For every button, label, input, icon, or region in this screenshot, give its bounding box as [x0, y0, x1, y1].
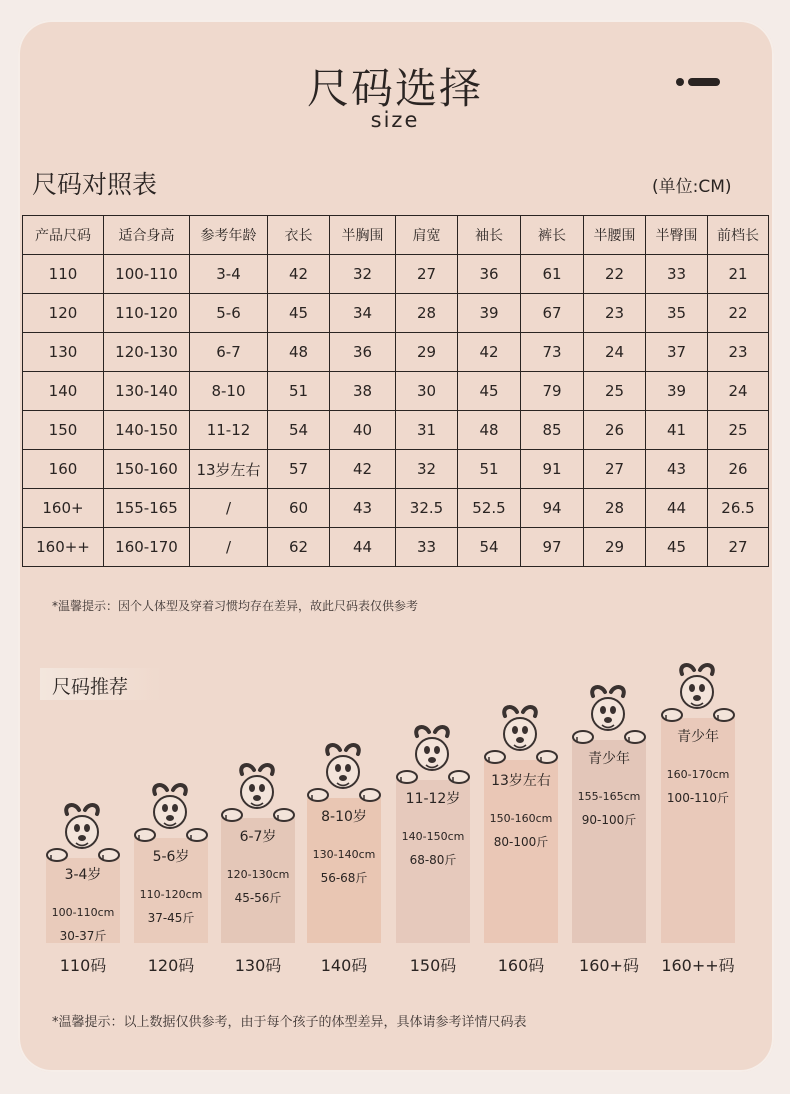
size-table-note: *温馨提示：因个人体型及穿着习惯均存在差异，故此尺码表仅供参考 — [52, 599, 419, 613]
recommend-note: *温馨提示：以上数据仅供参考，由于每个孩子的体型差异，具体请参考详情尺码表 — [52, 1015, 527, 1030]
table-row — [23, 372, 769, 411]
table-header-cell: 半臀围 — [646, 216, 708, 255]
recommend-height: 120-130cm — [226, 868, 290, 881]
table-cell: 31 — [396, 411, 458, 450]
cartoon-dog-peeking-icon — [395, 722, 471, 786]
table-cell: 24 — [584, 333, 646, 372]
page-title: 尺码选择 — [306, 64, 483, 113]
table-cell: 24 — [708, 372, 769, 411]
table-cell: 23 — [584, 294, 646, 333]
table-cell: 29 — [584, 528, 646, 567]
table-cell: 25 — [708, 411, 769, 450]
table-cell: 32.5 — [396, 489, 458, 528]
recommend-age: 11-12岁 — [405, 791, 461, 807]
recommend-age: 青少年 — [677, 729, 719, 745]
table-cell: 67 — [521, 294, 584, 333]
table-cell: 29 — [396, 333, 458, 372]
table-cell: 45 — [458, 372, 521, 411]
table-cell: 51 — [268, 372, 330, 411]
table-header-cell: 半胸围 — [330, 216, 396, 255]
table-cell: 45 — [646, 528, 708, 567]
recommend-size-code: 110码 — [59, 956, 107, 975]
table-cell: 21 — [708, 255, 769, 294]
table-cell: 6-7 — [190, 333, 268, 372]
table-cell: 52.5 — [458, 489, 521, 528]
table-cell: / — [190, 528, 268, 567]
table-cell: 25 — [584, 372, 646, 411]
table-header-cell: 参考年龄 — [190, 216, 268, 255]
table-header-cell: 裤长 — [521, 216, 584, 255]
table-cell: 26.5 — [708, 489, 769, 528]
table-row — [23, 489, 769, 528]
recommend-weight: 100-110斤 — [666, 791, 730, 805]
cartoon-dog-peeking-icon — [133, 780, 209, 844]
recommend-height: 130-140cm — [312, 848, 376, 861]
table-cell: 28 — [584, 489, 646, 528]
size-recommend-column — [134, 838, 208, 943]
recommend-height: 100-110cm — [51, 906, 115, 919]
table-cell: 54 — [458, 528, 521, 567]
table-header-cell: 前档长 — [708, 216, 769, 255]
recommend-size-code: 140码 — [320, 956, 368, 975]
recommend-weight: 30-37斤 — [59, 929, 107, 943]
size-recommend-column — [661, 718, 735, 943]
table-cell: 110-120 — [104, 294, 190, 333]
table-cell: 32 — [396, 450, 458, 489]
table-row — [23, 450, 769, 489]
size-recommend-column — [572, 740, 646, 943]
table-header-cell: 衣长 — [268, 216, 330, 255]
recommend-title: 尺码推荐 — [52, 676, 129, 698]
recommend-weight: 90-100斤 — [581, 813, 637, 827]
cartoon-dog-peeking-icon — [45, 800, 121, 864]
table-cell: 44 — [646, 489, 708, 528]
table-cell: 91 — [521, 450, 584, 489]
recommend-height: 110-120cm — [139, 888, 203, 901]
table-cell: 62 — [268, 528, 330, 567]
table-cell: 160+ — [23, 489, 104, 528]
table-cell: 140 — [23, 372, 104, 411]
table-cell: 39 — [646, 372, 708, 411]
table-cell: 42 — [330, 450, 396, 489]
table-cell: 33 — [396, 528, 458, 567]
table-cell: 13岁左右 — [190, 450, 268, 489]
table-cell: 3-4 — [190, 255, 268, 294]
table-row — [23, 294, 769, 333]
table-cell: 43 — [330, 489, 396, 528]
size-recommend-column — [307, 798, 381, 943]
table-cell: 120-130 — [104, 333, 190, 372]
table-cell: 38 — [330, 372, 396, 411]
table-cell: / — [190, 489, 268, 528]
table-cell: 48 — [268, 333, 330, 372]
table-cell: 79 — [521, 372, 584, 411]
recommend-age: 6-7岁 — [239, 829, 277, 845]
cartoon-dog-peeking-icon — [571, 682, 647, 746]
table-cell: 42 — [458, 333, 521, 372]
table-cell: 100-110 — [104, 255, 190, 294]
recommend-size-code: 150码 — [409, 956, 457, 975]
table-header-cell: 袖长 — [458, 216, 521, 255]
table-cell: 97 — [521, 528, 584, 567]
table-cell: 54 — [268, 411, 330, 450]
table-cell: 57 — [268, 450, 330, 489]
table-cell: 130-140 — [104, 372, 190, 411]
recommend-title-box — [40, 668, 162, 700]
table-row — [23, 255, 769, 294]
recommend-size-code: 160+码 — [579, 956, 639, 975]
table-cell: 22 — [708, 294, 769, 333]
table-cell: 36 — [458, 255, 521, 294]
size-recommend-column — [396, 780, 470, 943]
recommend-size-code: 160++码 — [661, 956, 735, 975]
table-cell: 41 — [646, 411, 708, 450]
table-cell: 45 — [268, 294, 330, 333]
cartoon-dog-peeking-icon — [483, 702, 559, 766]
table-cell: 8-10 — [190, 372, 268, 411]
size-recommend-column — [46, 858, 120, 943]
size-recommend-column — [221, 818, 295, 943]
recommend-size-code: 120码 — [147, 956, 195, 975]
recommend-height: 155-165cm — [577, 790, 641, 803]
table-cell: 43 — [646, 450, 708, 489]
recommend-weight: 68-80斤 — [409, 853, 457, 867]
table-cell: 155-165 — [104, 489, 190, 528]
table-cell: 36 — [330, 333, 396, 372]
table-cell: 160-170 — [104, 528, 190, 567]
table-cell: 22 — [584, 255, 646, 294]
table-row — [23, 528, 769, 567]
cartoon-dog-peeking-icon — [306, 740, 382, 804]
table-cell: 60 — [268, 489, 330, 528]
table-cell: 160++ — [23, 528, 104, 567]
table-cell: 44 — [330, 528, 396, 567]
table-cell: 94 — [521, 489, 584, 528]
table-cell: 27 — [708, 528, 769, 567]
table-header-cell: 适合身高 — [104, 216, 190, 255]
table-cell: 32 — [330, 255, 396, 294]
table-header-cell: 半腰围 — [584, 216, 646, 255]
table-cell: 48 — [458, 411, 521, 450]
recommend-height: 140-150cm — [401, 830, 465, 843]
table-body — [23, 255, 769, 567]
recommend-weight: 80-100斤 — [493, 835, 549, 849]
table-cell: 34 — [330, 294, 396, 333]
table-cell: 42 — [268, 255, 330, 294]
recommend-height: 150-160cm — [489, 812, 553, 825]
table-cell: 33 — [646, 255, 708, 294]
table-cell: 150 — [23, 411, 104, 450]
recommend-size-code: 130码 — [234, 956, 282, 975]
cartoon-dog-peeking-icon — [220, 760, 296, 824]
table-cell: 73 — [521, 333, 584, 372]
table-cell: 130 — [23, 333, 104, 372]
table-row — [23, 333, 769, 372]
table-row — [23, 411, 769, 450]
table-header-cell: 产品尺码 — [23, 216, 104, 255]
table-cell: 28 — [396, 294, 458, 333]
table-cell: 27 — [396, 255, 458, 294]
table-cell: 39 — [458, 294, 521, 333]
table-header-cell: 肩宽 — [396, 216, 458, 255]
recommend-age: 青少年 — [588, 751, 630, 767]
table-cell: 40 — [330, 411, 396, 450]
table-cell: 30 — [396, 372, 458, 411]
table-cell: 26 — [708, 450, 769, 489]
recommend-height: 160-170cm — [666, 768, 730, 781]
table-cell: 23 — [708, 333, 769, 372]
table-cell: 5-6 — [190, 294, 268, 333]
table-cell: 110 — [23, 255, 104, 294]
table-cell: 11-12 — [190, 411, 268, 450]
table-cell: 120 — [23, 294, 104, 333]
table-header-row — [23, 216, 769, 255]
cartoon-dog-peeking-icon — [660, 660, 736, 724]
recommend-weight: 45-56斤 — [234, 891, 282, 905]
size-chart-table — [22, 215, 769, 567]
table-cell: 150-160 — [104, 450, 190, 489]
table-cell: 140-150 — [104, 411, 190, 450]
table-cell: 61 — [521, 255, 584, 294]
table-cell: 85 — [521, 411, 584, 450]
recommend-age: 8-10岁 — [321, 809, 367, 825]
table-cell: 26 — [584, 411, 646, 450]
table-cell: 35 — [646, 294, 708, 333]
table-cell: 51 — [458, 450, 521, 489]
recommend-age: 13岁左右 — [491, 773, 551, 789]
table-cell: 37 — [646, 333, 708, 372]
size-table-title: 尺码对照表 — [32, 170, 158, 199]
decoration-dots-icon — [676, 77, 720, 87]
table-cell: 27 — [584, 450, 646, 489]
recommend-weight: 56-68斤 — [320, 871, 368, 885]
recommend-size-code: 160码 — [497, 956, 545, 975]
recommend-weight: 37-45斤 — [147, 911, 195, 925]
recommend-age: 3-4岁 — [64, 867, 102, 883]
page-subtitle: size — [370, 108, 420, 132]
size-table-unit: (单位:CM) — [652, 177, 732, 197]
table-cell: 160 — [23, 450, 104, 489]
recommend-age: 5-6岁 — [152, 849, 190, 865]
size-recommend-column — [484, 760, 558, 943]
